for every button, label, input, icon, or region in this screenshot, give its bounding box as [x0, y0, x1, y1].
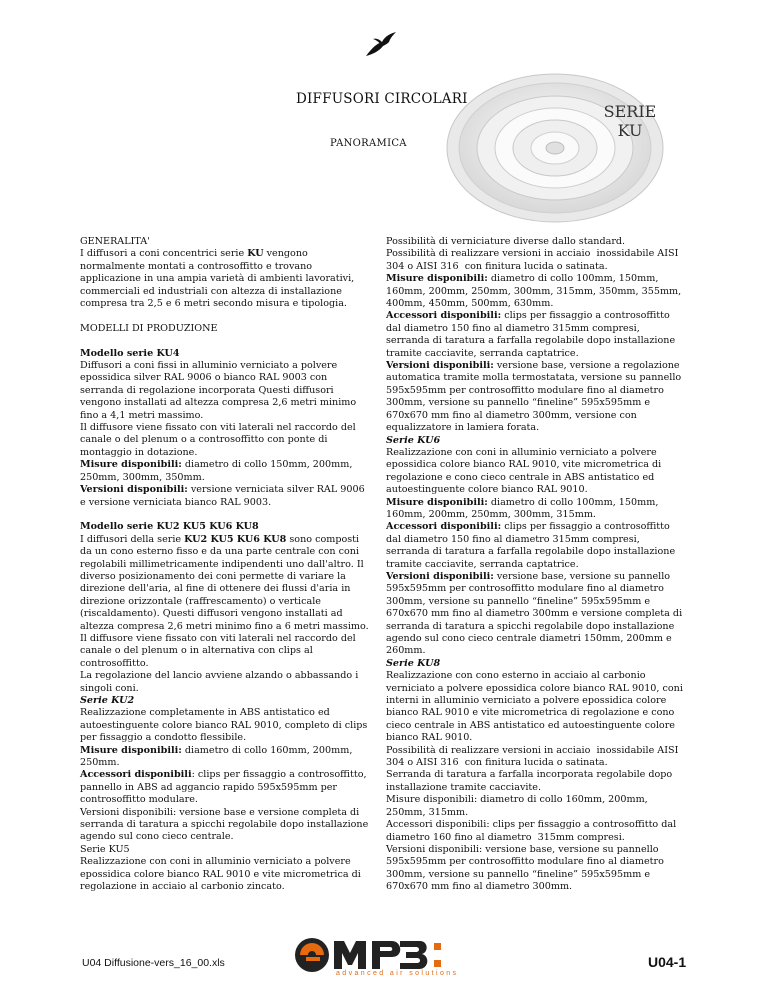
ku2-serie-label: Serie KU2	[80, 694, 135, 706]
ku2-misure: Misure disponibili: diametro di collo 160mm, 200mm, 250mm.	[80, 744, 356, 769]
bird-logo-icon	[362, 30, 398, 60]
ku2-accessori: Accessori disponibili: clips per fissaggio a controsoffitto, pannello in ABS ad aggancio rapido 595x595mm per controsoffitto modulare.	[80, 769, 370, 806]
ku2-tail: Versioni disponibili: versione base e versione completa di serranda di taratura a spicchi regolabile dopo installazione agendo sul cono cieco centrale. Serie KU5 Realizzazione con coni in alluminio verniciato a polvere epossidica colore bianco RAL 9010 e vite micrometrica di regolazione in acciaio al carbonio zincato.	[80, 806, 369, 893]
ku2-heading: Modello serie KU2 KU5 KU6 KU8	[80, 521, 259, 533]
ku8-body: Realizzazione con cono esterno in acciaio al carbonio verniciato a polvere epossidica colore bianco RAL 9010, coni interni in alluminio verniciato a polvere epossidica colore bianco RAL 9010 e vite micrometrica di regolazione e cono cieco centrale in ABS antistatico ed autoestinguente colore bianco RAL 9010. Possibilità di realizzare versioni in acciaio inossidabile AISI 304 o AISI 316 con finitura lucida o satinata. Serranda di taratura a farfalla incorporata regolabile dopo installazione tramite cacciavite. Misure disponibili: diametro di collo 160mm, 200mm, 250mm, 315mm. Accessori disponibili: clips per fissaggio a controsoffitto dal diametro 160 fino al diametro 315mm compresi. Versioni disponibili: versione base, versione su pannello 595x595mm per controsoffitto modulare fino al diametro 300mm, versione su pannello “fineline” 595x595mm e 670x670 mm fino al diametro 300mm.	[386, 670, 683, 893]
ku2-intro: I diffusori della serie KU2 KU5 KU6 KU8 sono composti da un cono esterno fisso e da una parte centrale con coni regolabili millimetricamente indipendenti uno dall'altro. Il diverso posizionamento dei coni permette di variare la direzione dell'aria, al fine di ottenere dei flussi d'aria in direzione orizzontale (raffrescamento) o verticale (riscaldamento). Questi diffusori vengono installati ad altezza compresa 2,6 metri minimo fino a 6 metri massimo. Il diffusore viene fissato con viti laterali nel raccordo del canale o del plenum o in alternativa con clips al controsoffitto. La regolazione del lancio avviene alzando o abbassando i singoli coni.	[80, 533, 369, 694]
series-label-line1: SERIE	[603, 102, 657, 121]
ku6-accessori: Accessori disponibili: clips per fissaggio a controsoffitto dal diametro 150 fino al diametro 315mm compresi, serranda di taratura a farfalla regolabile dopo installazione tramite cacciavite, serranda captatrice.	[386, 521, 679, 570]
generalita-heading: GENERALITA'	[80, 236, 150, 247]
ku5-accessori: Accessori disponibili: clips per fissaggio a controsoffitto dal diametro 150 fino al diametro 315mm compresi, serranda di taratura a farfalla regolabile dopo installazione tramite cacciavite, serranda captatrice.	[386, 310, 679, 359]
ku4-versioni: Versioni disponibili: versione verniciata silver RAL 9006 e versione verniciata bianco RAL 9003.	[80, 484, 368, 508]
ku5-intro: Possibilità di verniciature diverse dallo standard. Possibilità di realizzare versioni in acciaio inossidabile AISI 304 o AISI 316 con finitura lucida o satinata.	[386, 236, 679, 272]
ku6-versioni: Versioni disponibili: versione base, versione su pannello 595x595mm per controsoffitto modulare fino al diametro 300mm, versione su pannello “fineline” 595x595mm e 670x670 mm fino al diametro 300mm e versione completa di serranda di taratura a spicchi regolabile dopo installazione agendo sul cono cieco centrale diametri 150mm, 200mm e 260mm.	[386, 570, 686, 657]
ku5-misure: Misure disponibili: diametro di collo 100mm, 150mm, 160mm, 200mm, 250mm, 300mm, 315mm, 350mm, 355mm, 400mm, 450mm, 500mm, 630mm.	[386, 273, 685, 310]
footer-filename: U04 Diffusione-vers_16_00.xls	[82, 957, 225, 969]
ku4-misure: Misure disponibili: diametro di collo 150mm, 200mm, 250mm, 300mm, 350mm.	[80, 459, 356, 483]
ku4-body: Diffusori a coni fissi in alluminio verniciato a polvere epossidica silver RAL 9006 o bianco RAL 9003 con serranda di regolazione incorporata Questi diffusori vengono installati ad altezza compresa 2,6 metri minimo fino a 4,1 metri massimo. Il diffusore viene fissato con viti laterali nel raccordo del canale o del plenum o a controsoffitto con ponte di montaggio in dotazione.	[80, 360, 357, 458]
series-label-line2: KU	[617, 121, 643, 140]
generalita-text: I diffusori a coni concentrici serie KU vengono normalmente montati a controsoffitto e trovano applicazione in una ampia varietà di ambienti lavorativi, commerciali ed industriali con altezza di installazione compresa tra 2,5 e 6 metri secondo misura e tipologia.	[80, 248, 358, 310]
left-column	[80, 236, 373, 893]
page-number: U04-1	[648, 954, 687, 970]
ku6-serie-label: Serie KU6	[386, 434, 441, 446]
brand-tagline: advanced air solutions	[336, 970, 459, 977]
document-subtitle: PANORAMICA	[330, 138, 407, 149]
ku6-body: Realizzazione con coni in alluminio verniciato a polvere epossidica colore bianco RAL 9010, vite micrometrica di regolazione e cono cieco centrale in ABS antistatico ed autoestinguente colore bianco RAL 9010.	[386, 446, 665, 496]
ku2-body: Realizzazione completamente in ABS antistatico ed autoestinguente colore bianco RAL 9010, completo di clips per fissaggio a condotto flessibile.	[80, 707, 371, 744]
ku5-versioni: Versioni disponibili: versione base, versione a regolazione automatica tramite molla termostatata, versione su pannello 595x595mm per controsoffitto modulare fino al diametro 300mm, versione su pannello “fineline” 595x595mm e 670x670 mm fino al diametro 300mm, versione con equalizzatore in lamiera forata.	[386, 360, 685, 434]
document-title: DIFFUSORI CIRCOLARI	[296, 91, 468, 107]
right-column	[386, 236, 684, 894]
series-label	[600, 102, 660, 140]
ku4-heading: Modello serie KU4	[80, 347, 180, 359]
modelli-heading: MODELLI DI PRODUZIONE	[80, 322, 218, 334]
round-diffuser-photo	[445, 72, 665, 224]
ku8-serie-label: Serie KU8	[386, 657, 441, 669]
ku6-misure: Misure disponibili: diametro di collo 100mm, 150mm, 160mm, 200mm, 250mm, 300mm, 315mm.	[386, 496, 662, 520]
